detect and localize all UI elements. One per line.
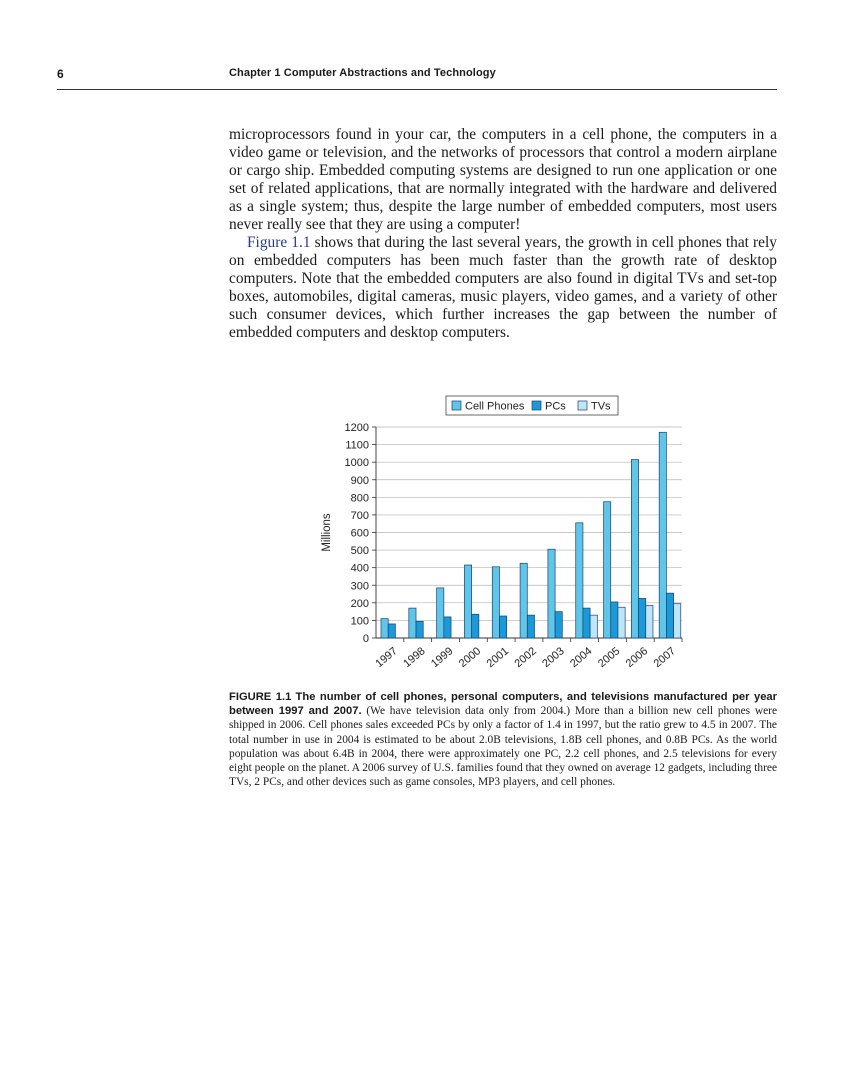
x-tick-label: 2006 [623,645,651,671]
bar [646,605,653,638]
bar-chart [300,390,700,680]
figure-chart [300,390,700,680]
y-tick-label: 200 [350,597,369,610]
paragraph-2-text: shows that during the last several years, the growth in cell phones that rely on embedded computers has been much faster than the growth rate of desktop computers. Note that the embedded computers are also found in digital TVs and set-top boxes, automobiles, digital cameras, music players, video games, and a variety of other such consumer devices, which further increases the gap between the number of embedded computers and desktop computers. [229,234,777,341]
bar [604,502,611,638]
bar [611,602,618,638]
legend-swatch [532,401,541,410]
caption-text: (We have television data only from 2004.) More than a billion new cell phones were shipped in 2006. Cell phones sales exceeded PCs by only a factor of 1.4 in 1997, but the ratio grew to 4.5 in 2007. The total number in use in 2004 is estimated to be about 2.0B televisions, 1.8B cell phones, and 0.8B PCs. As the world population was about 6.4B in 2004, there were approximately one PC, 2.2 cell phones, and 2.5 televisions for every eight people on the planet. A 2006 survey of U.S. families found that they owned on average 12 gadgets, including three TVs, 2 PCs, and other devices such as game consoles, MP3 players, and cell phones. [229,705,778,789]
x-tick-label: 2000 [456,645,484,671]
bar [631,460,638,638]
x-tick-label: 2004 [568,645,595,671]
x-tick-label: 2007 [651,645,679,671]
x-tick-label: 2002 [512,645,539,671]
y-tick-label: 300 [350,580,369,593]
legend-swatch [578,401,587,410]
bar [381,619,388,638]
bar [576,523,583,638]
y-tick-label: 1200 [344,422,369,434]
bar [618,607,625,638]
bar [437,588,444,638]
bar [659,432,666,638]
y-tick-label: 600 [350,527,369,540]
bar [674,604,681,638]
figure-reference-link[interactable]: Figure 1.1 [247,234,311,251]
y-tick-label: 400 [350,562,369,575]
bar [444,617,451,638]
bar [583,608,590,638]
legend-label: TVs [591,400,611,413]
paragraph-1: microprocessors found in your car, the computers in a cell phone, the computers in a video game or television, and the networks of processors that control a modern airplane or cargo ship. Embedded computing systems are designed to run one application or one set of related applications, that are normally integrated with the hardware and delivered as a single system; thus, despite the large number of embedded computers, most users never really see that they are using a computer! [229,126,777,233]
bar [639,598,646,638]
x-tick-label: 2003 [540,645,567,671]
running-head-title: Chapter 1 Computer Abstractions and Technology [229,67,496,79]
caption-title: The number of cell phones, personal computers, and televisions manufactured per year between 1997 and 2007. [229,691,777,718]
legend-label: PCs [545,400,566,413]
y-tick-label: 0 [362,633,369,645]
legend-swatch [452,401,461,410]
x-tick-label: 1998 [401,645,428,671]
bar [520,563,527,638]
bar [492,567,499,638]
x-tick-label: 1997 [373,645,400,671]
bar [590,615,597,638]
bar [409,608,416,638]
caption-label: FIGURE 1.1 [229,691,292,703]
bar [416,621,423,638]
y-tick-label: 900 [350,474,369,487]
y-tick-label: 1100 [345,439,369,452]
figure-caption [229,690,777,789]
bar [527,615,534,638]
legend-label: Cell Phones [465,400,525,413]
paragraph-2 [229,234,777,342]
x-tick-label: 1999 [429,645,456,671]
running-header [57,67,777,90]
bar [548,549,555,638]
page-number: 6 [57,67,64,81]
y-tick-label: 500 [350,545,369,558]
y-tick-label: 100 [350,615,369,628]
bar [464,565,471,638]
bar [499,616,506,638]
y-tick-label: 700 [350,509,369,522]
y-tick-label: 800 [350,492,369,505]
body-text [229,126,777,342]
bar [388,624,395,638]
bar [555,612,562,638]
bar [472,614,479,638]
bar [666,593,673,638]
y-axis-label: Millions [321,513,333,552]
x-tick-label: 2005 [595,645,623,671]
x-tick-label: 2001 [484,645,512,671]
y-tick-label: 1000 [344,457,369,470]
